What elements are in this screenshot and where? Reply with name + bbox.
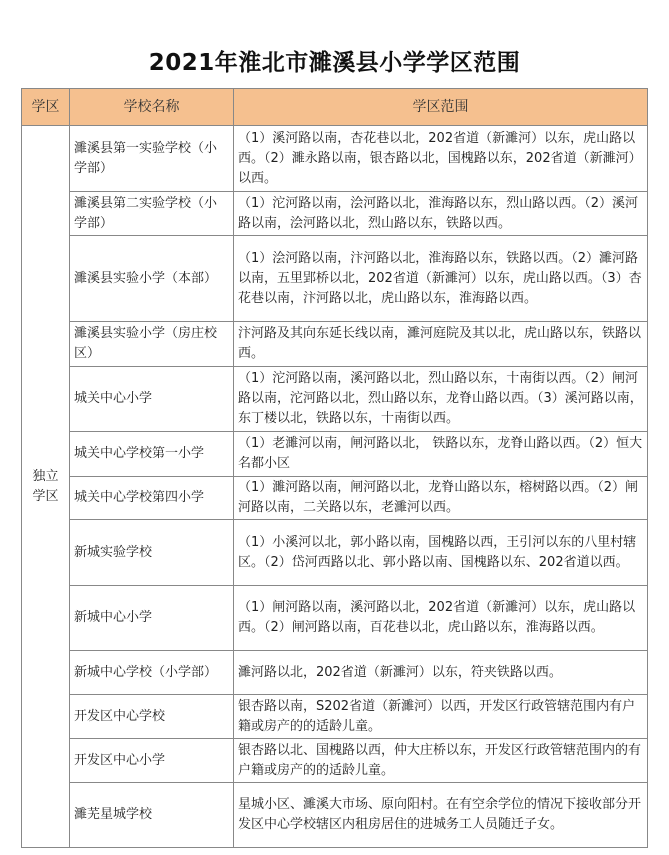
table-row <box>22 783 648 848</box>
zone-range-cell: 汴河路及其向东延长线以南，濉河庭院及其以北，虎山路以东，铁路以西。 <box>234 322 648 367</box>
school-name-cell: 城关中心小学 <box>70 367 234 432</box>
zone-range-cell: 濉河路以北，202省道（新濉河）以东，符夹铁路以西。 <box>234 651 648 695</box>
table-row <box>22 739 648 783</box>
school-name-cell: 开发区中心小学 <box>70 739 234 783</box>
zone-range-cell: 银杏路以北、国槐路以西，仲大庄桥以东，开发区行政管辖范围内的有户籍或房产的的适龄儿童。 <box>234 739 648 783</box>
school-zone-table <box>21 88 648 848</box>
table-row <box>22 586 648 651</box>
table-row <box>22 367 648 432</box>
table-row <box>22 520 648 586</box>
zone-range-cell: 星城小区、濉溪大市场、原向阳村。在有空余学位的情况下接收部分开发区中心学校辖区内租房居住的进城务工人员随迁子女。 <box>234 783 648 848</box>
school-name-cell: 新城中心学校（小学部） <box>70 651 234 695</box>
school-name-cell: 濉溪县第一实验学校（小学部） <box>70 126 234 192</box>
table-row <box>22 695 648 739</box>
school-name-cell: 濉溪县实验小学（本部） <box>70 236 234 322</box>
page-title: 2021年淮北市濉溪县小学学区范围 <box>148 50 521 76</box>
zone-range-cell: 银杏路以南，S202省道（新濉河）以西，开发区行政管辖范围内有户籍或房产的的适龄儿童。 <box>234 695 648 739</box>
table-row <box>22 192 648 236</box>
zone-range-cell: （1）溪河路以南，杏花巷以北，202省道（新濉河）以东，虎山路以西。（2）濉永路以南，银杏路以北，国槐路以东，202省道（新濉河）以西。 <box>234 126 648 192</box>
header-zone-range: 学区范围 <box>234 89 648 126</box>
school-name-cell: 新城实验学校 <box>70 520 234 586</box>
header-zone: 学区 <box>22 89 70 126</box>
school-name-cell: 新城中心小学 <box>70 586 234 651</box>
zone-range-cell: （1）老濉河以南，闸河路以北， 铁路以东，龙脊山路以西。（2）恒大名都小区 <box>234 432 648 477</box>
school-name-cell: 城关中心学校第四小学 <box>70 477 234 520</box>
table-header-row <box>22 89 648 126</box>
header-school-name: 学校名称 <box>70 89 234 126</box>
table-row <box>22 651 648 695</box>
school-name-cell: 濉溪县实验小学（房庄校区） <box>70 322 234 367</box>
table-row <box>22 236 648 322</box>
zone-cell: 独立 学区 <box>22 126 70 848</box>
zone-range-cell: （1）小溪河以北，郭小路以南，国槐路以西，王引河以东的八里村辖区。（2）岱河西路以北、郭小路以南、国槐路以东、202省道以西。 <box>234 520 648 586</box>
school-name-cell: 濉溪县第二实验学校（小学部） <box>70 192 234 236</box>
zone-range-cell: （1）濉河路以南，闸河路以北，龙脊山路以东，榕树路以西。（2）闸河路以南，二关路以东，老濉河以西。 <box>234 477 648 520</box>
table-row <box>22 477 648 520</box>
zone-range-cell: （1）浍河路以南，汴河路以北，淮海路以东，铁路以西。（2）濉河路以南，五里郢桥以北，202省道（新濉河）以东，虎山路以西。（3）杏花巷以南，汴河路以北，虎山路以东，淮海路以西。 <box>234 236 648 322</box>
table-row <box>22 126 648 192</box>
school-name-cell: 濉芜星城学校 <box>70 783 234 848</box>
table-row <box>22 432 648 477</box>
school-name-cell: 开发区中心学校 <box>70 695 234 739</box>
school-name-cell: 城关中心学校第一小学 <box>70 432 234 477</box>
zone-range-cell: （1）沱河路以南，浍河路以北，淮海路以东，烈山路以西。（2）溪河路以南，浍河路以北，烈山路以东，铁路以西。 <box>234 192 648 236</box>
zone-range-cell: （1）沱河路以南，溪河路以北，烈山路以东，十南街以西。（2）闸河路以南，沱河路以北，烈山路以东，龙脊山路以西。（3）溪河路以南，东丁楼以北，铁路以东，十南街以西。 <box>234 367 648 432</box>
table-row <box>22 322 648 367</box>
zone-range-cell: （1）闸河路以南，溪河路以北，202省道（新濉河）以东，虎山路以西。（2）闸河路以南，百花巷以北，虎山路以东，淮海路以西。 <box>234 586 648 651</box>
